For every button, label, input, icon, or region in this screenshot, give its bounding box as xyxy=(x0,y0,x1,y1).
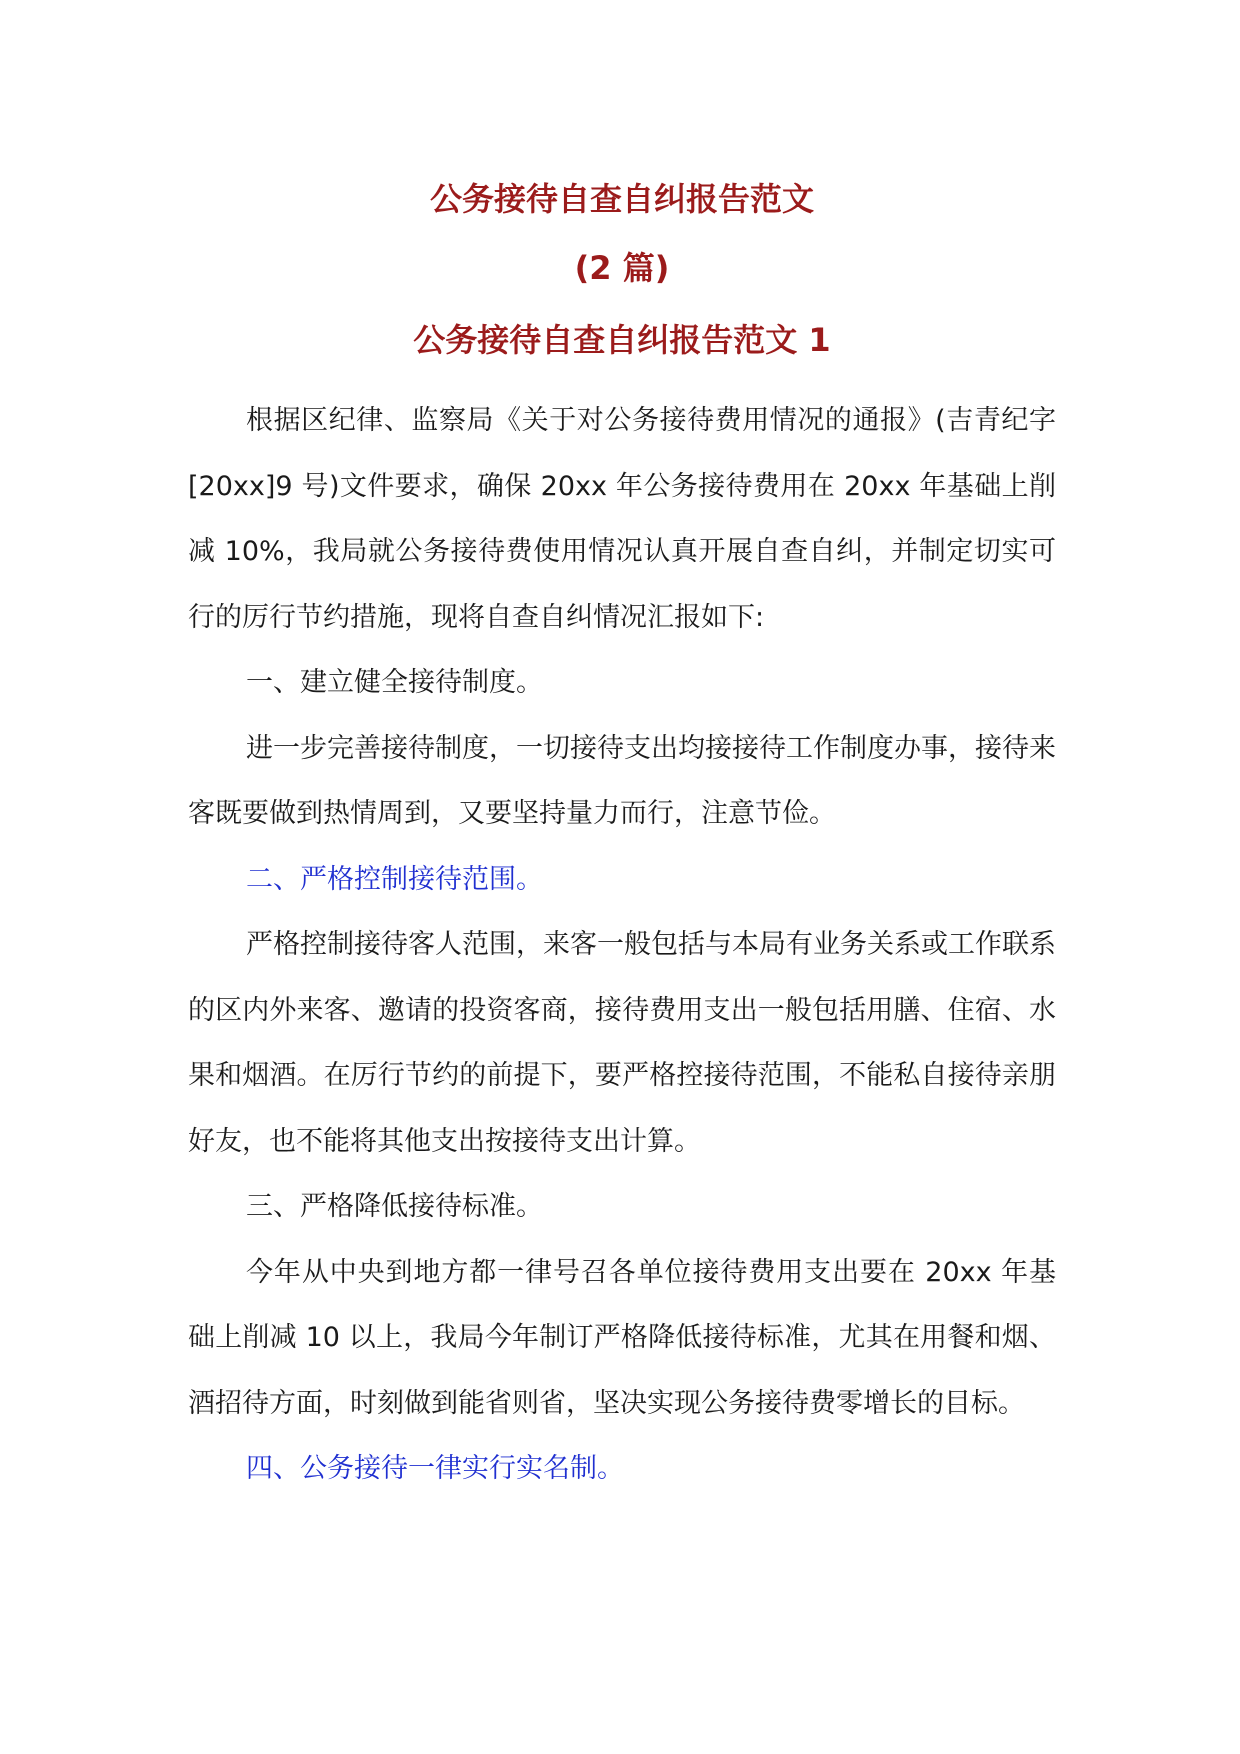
section-heading-1: 一、建立健全接待制度。 xyxy=(246,667,543,698)
document-title: 公务接待自查自纠报告范文 xyxy=(429,180,814,218)
section-heading-4: 四、公务接待一律实行实名制。 xyxy=(246,1453,624,1484)
paragraph-section-2: 严格控制接待客人范围，来客一般包括与本局有业务关系或工作联系的区内外来客、邀请的投资客商，接待费用支出一般包括用膳、住宿、水果和烟酒。在厉行节约的前提下，要严格控接待范围，不能私自接待亲朋好友，也不能将其他支出按接待支出计算。 xyxy=(188,929,1056,1157)
document-subtitle: (2 篇) xyxy=(574,249,670,287)
paragraph-section-1: 进一步完善接待制度，一切接待支出均接接待工作制度办事，接待来客既要做到热情周到，又要坚持量力而行，注意节俭。 xyxy=(188,732,1056,829)
section-heading-3: 三、严格降低接待标准。 xyxy=(246,1191,543,1222)
section-heading-2: 二、严格控制接待范围。 xyxy=(246,863,543,895)
paragraph-section-3: 今年从中央到地方都一律号召各单位接待费用支出要在 20xx 年基础上削减 10 以上，我局今年制订严格降低接待标准，尤其在用餐和烟、酒招待方面，时刻做到能省则省，坚决实现公务接待费零增长的目标。 xyxy=(188,1256,1056,1419)
paragraph-intro: 根据区纪律、监察局《关于对公务接待费用情况的通报》(吉青纪字[20xx]9 号)文件要求，确保 20xx 年公务接待费用在 20xx 年基础上削减 10%，我局就公务接待费使用情况认真开展自查自纠，并制定切实可行的厉行节约措施，现将自查自纠情况汇报如下: xyxy=(188,405,1056,633)
document-body xyxy=(188,388,1056,1502)
article-title: 公务接待自查自纠报告范文 1 xyxy=(413,321,831,359)
